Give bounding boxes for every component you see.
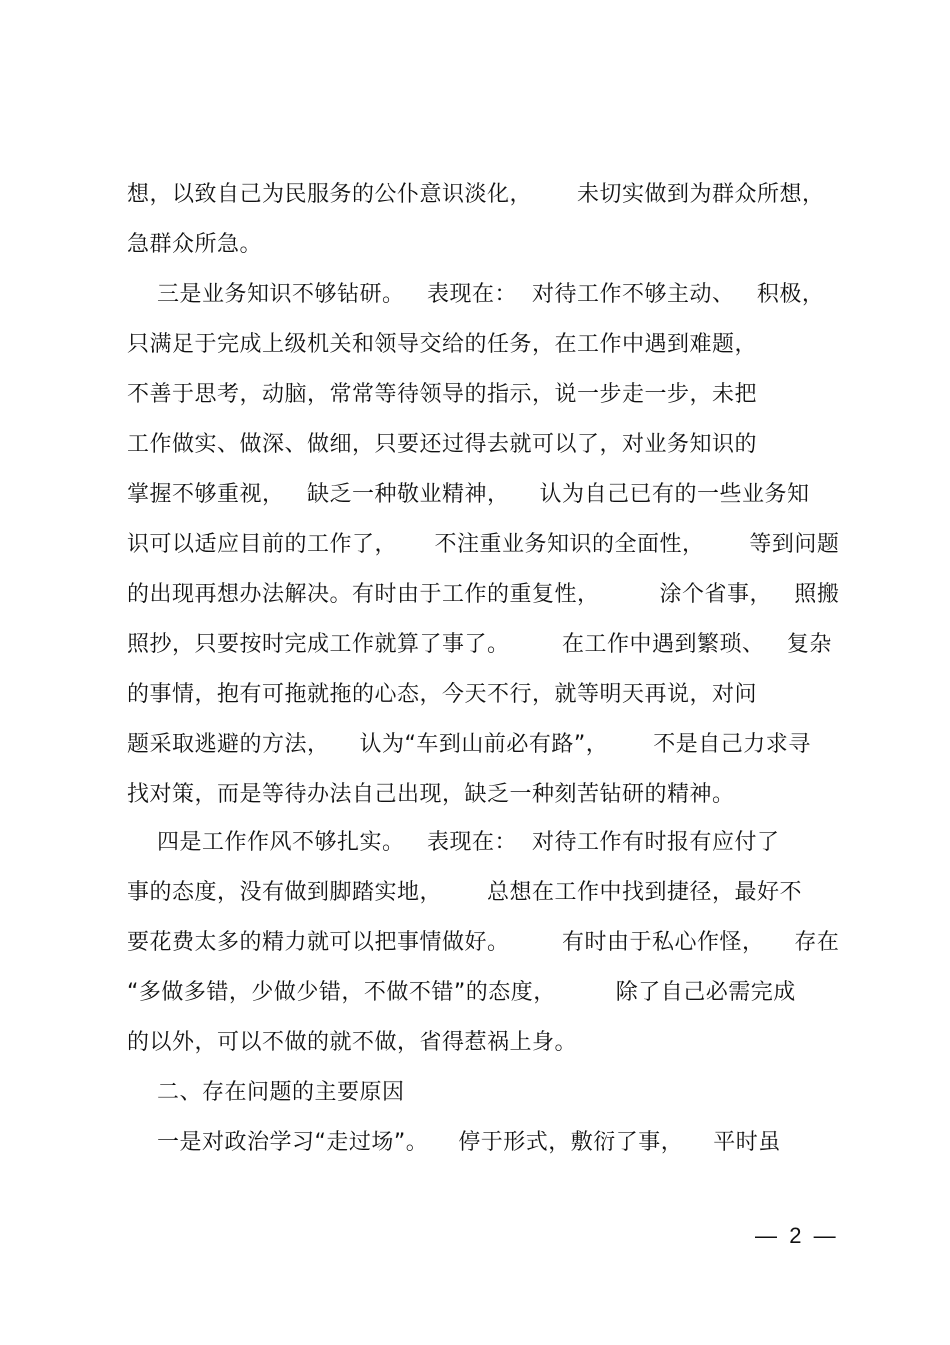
body-text-line: 题采取逃避的方法， 认为“车到山前必有路”， 不是自己力求寻 bbox=[127, 732, 811, 757]
body-text-line: 找对策，而是等待办法自己出现，缺乏一种刻苦钻研的精神。 bbox=[127, 782, 735, 807]
body-text-line: 的出现再想办法解决。有时由于工作的重复性， 涂个省事， 照搬 bbox=[127, 582, 840, 607]
body-text-line: 掌握不够重视， 缺乏一种敬业精神， 认为自己已有的一些业务知 bbox=[127, 482, 810, 507]
body-text-line: 只满足于完成上级机关和领导交给的任务，在工作中遇到难题， bbox=[127, 332, 758, 357]
section-heading: 二、存在问题的主要原因 bbox=[127, 1080, 405, 1105]
body-text-line: 事的态度，没有做到脚踏实地， 总想在工作中找到捷径，最好不 bbox=[127, 880, 802, 905]
body-text-line: 急群众所急。 bbox=[127, 232, 263, 257]
body-text-line: 要花费太多的精力就可以把事情做好。 有时由于私心作怪， 存在 bbox=[127, 930, 840, 955]
body-text-line: 照抄，只要按时完成工作就算了事了。 在工作中遇到繁琐、 复杂 bbox=[127, 632, 832, 657]
body-text-line: 想，以致自己为民服务的公仆意识淡化， 未切实做到为群众所想， bbox=[127, 182, 825, 207]
body-text-line: “多做多错，少做少错，不做不错”的态度， 除了自己必需完成 bbox=[127, 980, 796, 1005]
body-text-line: 不善于思考，动脑，常常等待领导的指示，说一步走一步，未把 bbox=[127, 382, 758, 407]
body-text-line: 的以外，可以不做的就不做，省得惹祸上身。 bbox=[127, 1030, 578, 1055]
body-text-line: 一是对政治学习“走过场”。 停于形式，敷衍了事， 平时虽 bbox=[127, 1130, 781, 1155]
page-number: — 2 — bbox=[755, 1223, 836, 1248]
body-text-line: 三是业务知识不够钻研。 表现在： 对待工作不够主动、 积极， bbox=[127, 282, 825, 307]
body-text-line: 工作做实、做深、做细，只要还过得去就可以了，对业务知识的 bbox=[127, 432, 758, 457]
body-text-line: 识可以适应目前的工作了， 不注重业务知识的全面性， 等到问题 bbox=[127, 532, 840, 557]
body-text-line: 的事情，抱有可拖就拖的心态，今天不行，就等明天再说，对问 bbox=[127, 682, 758, 707]
body-text-line: 四是工作作风不够扎实。 表现在： 对待工作有时报有应付了 bbox=[127, 830, 780, 855]
